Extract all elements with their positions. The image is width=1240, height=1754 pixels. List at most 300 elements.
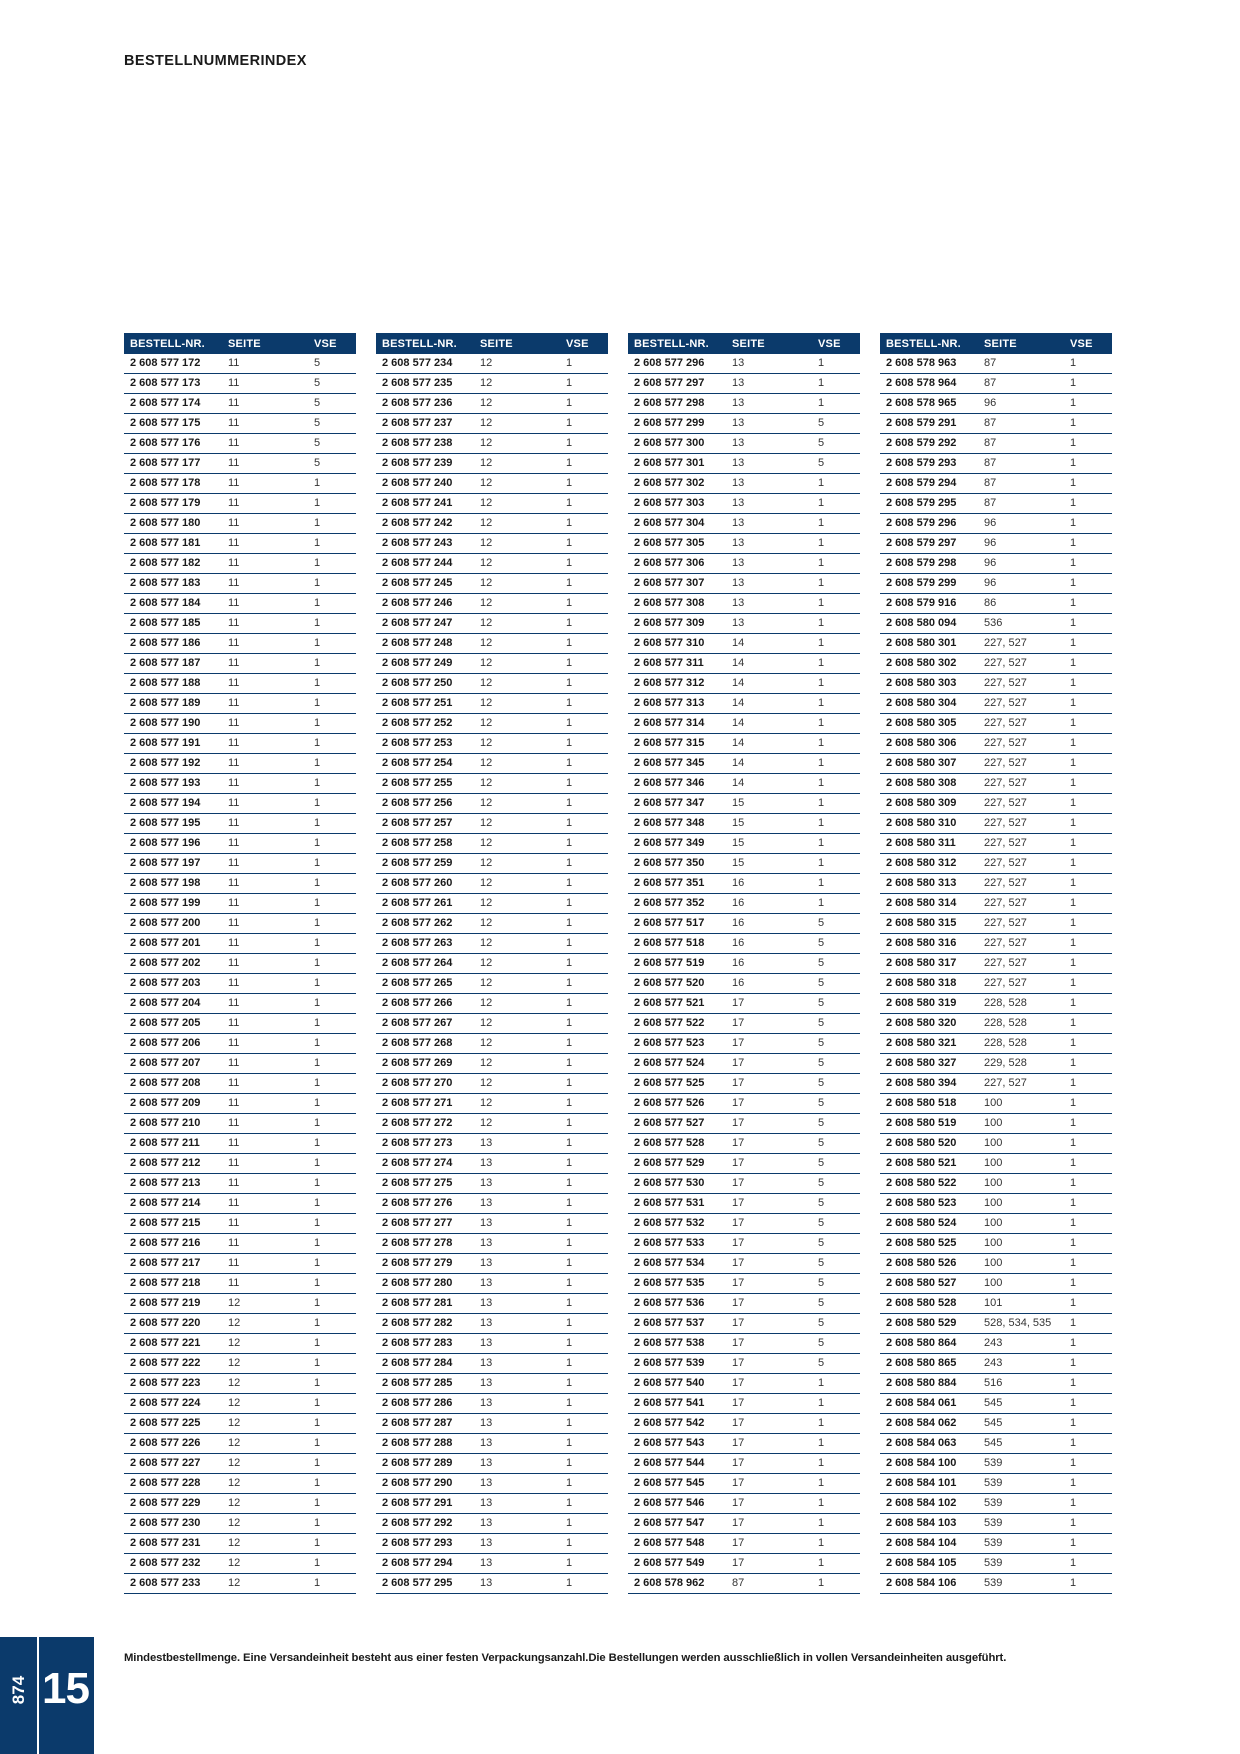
order-number-cell: 2 608 577 310: [628, 634, 726, 654]
table-row: [376, 434, 608, 454]
order-number-cell: 2 608 577 521: [628, 994, 726, 1014]
page-cell: 17: [726, 1534, 812, 1554]
order-number-cell: 2 608 577 536: [628, 1294, 726, 1314]
order-number-cell: 2 608 577 301: [628, 454, 726, 474]
order-number-cell: 2 608 577 277: [376, 1214, 474, 1234]
page-cell: 100: [978, 1254, 1064, 1274]
vse-cell: 5: [812, 1314, 860, 1334]
page-cell: 11: [222, 694, 308, 714]
order-number-cell: 2 608 577 222: [124, 1354, 222, 1374]
page-cell: 17: [726, 1134, 812, 1154]
table-row: [124, 834, 356, 854]
order-number-cell: 2 608 580 309: [880, 794, 978, 814]
order-number-cell: 2 608 577 315: [628, 734, 726, 754]
table-row: [628, 1514, 860, 1534]
page-cell: 11: [222, 894, 308, 914]
page-cell: 12: [222, 1354, 308, 1374]
page-cell: 96: [978, 554, 1064, 574]
order-number-cell: 2 608 580 315: [880, 914, 978, 934]
table-row: [376, 614, 608, 634]
header-page: SEITE: [474, 333, 560, 354]
table-row: [880, 1454, 1112, 1474]
page-cell: 227, 527: [978, 794, 1064, 814]
page-cell: 11: [222, 354, 308, 374]
order-number-cell: 2 608 577 205: [124, 1014, 222, 1034]
vse-cell: 1: [308, 1454, 356, 1474]
page-cell: 12: [474, 794, 560, 814]
page-cell: 11: [222, 594, 308, 614]
page-cell: 545: [978, 1414, 1064, 1434]
table-row: [628, 474, 860, 494]
table-row: [880, 1234, 1112, 1254]
vse-cell: 1: [812, 514, 860, 534]
table-row: [880, 1574, 1112, 1594]
order-number-cell: 2 608 580 314: [880, 894, 978, 914]
vse-cell: 1: [812, 1514, 860, 1534]
vse-cell: 1: [308, 594, 356, 614]
table-row: [880, 1534, 1112, 1554]
page-cell: 101: [978, 1294, 1064, 1314]
vse-cell: 1: [560, 374, 608, 394]
vse-cell: 1: [1064, 1054, 1112, 1074]
table-row: [880, 1394, 1112, 1414]
page-cell: 12: [474, 554, 560, 574]
page-cell: 11: [222, 754, 308, 774]
vse-cell: 1: [560, 1434, 608, 1454]
order-number-cell: 2 608 577 547: [628, 1514, 726, 1534]
page-cell: 11: [222, 634, 308, 654]
table-row: [124, 1174, 356, 1194]
page-cell: 12: [474, 374, 560, 394]
table-row: [376, 1274, 608, 1294]
index-table: [376, 333, 608, 1594]
table-row: [124, 1334, 356, 1354]
page-cell: 11: [222, 974, 308, 994]
page-cell: 11: [222, 1094, 308, 1114]
page-cell: 11: [222, 954, 308, 974]
vse-cell: 1: [308, 1034, 356, 1054]
page-cell: 539: [978, 1494, 1064, 1514]
vse-cell: 1: [1064, 1294, 1112, 1314]
table-row: [376, 594, 608, 614]
order-number-cell: 2 608 577 312: [628, 674, 726, 694]
vse-cell: 1: [308, 554, 356, 574]
table-row: [124, 634, 356, 654]
order-number-cell: 2 608 577 207: [124, 1054, 222, 1074]
table-row: [124, 1294, 356, 1314]
vse-cell: 5: [812, 1054, 860, 1074]
page-cell: 17: [726, 1454, 812, 1474]
table-row: [124, 954, 356, 974]
table-row: [376, 1234, 608, 1254]
vse-cell: 1: [560, 1354, 608, 1374]
header-page: SEITE: [726, 333, 812, 354]
table-row: [376, 1314, 608, 1334]
table-row: [376, 674, 608, 694]
header-vse: VSE: [560, 333, 608, 354]
order-number-cell: 2 608 577 539: [628, 1354, 726, 1374]
page-cell: 11: [222, 994, 308, 1014]
order-number-cell: 2 608 577 201: [124, 934, 222, 954]
vse-cell: 1: [1064, 1254, 1112, 1274]
order-number-cell: 2 608 577 196: [124, 834, 222, 854]
vse-cell: 1: [812, 714, 860, 734]
table-row: [880, 1514, 1112, 1534]
page-cell: 11: [222, 1114, 308, 1134]
page-cell: 17: [726, 1214, 812, 1234]
order-number-cell: 2 608 580 308: [880, 774, 978, 794]
table-row: [628, 454, 860, 474]
vse-cell: 1: [308, 794, 356, 814]
page-cell: 17: [726, 1074, 812, 1094]
page-cell: 12: [474, 1054, 560, 1074]
page-cell: 12: [474, 694, 560, 714]
order-number-cell: 2 608 577 233: [124, 1574, 222, 1594]
vse-cell: 1: [812, 1434, 860, 1454]
table-row: [628, 914, 860, 934]
vse-cell: 1: [1064, 434, 1112, 454]
table-row: [124, 474, 356, 494]
order-number-cell: 2 608 577 283: [376, 1334, 474, 1354]
order-number-cell: 2 608 577 348: [628, 814, 726, 834]
vse-cell: 1: [1064, 674, 1112, 694]
order-number-cell: 2 608 580 304: [880, 694, 978, 714]
order-number-cell: 2 608 577 224: [124, 1394, 222, 1414]
page-cell: 12: [474, 734, 560, 754]
page-cell: 12: [222, 1494, 308, 1514]
vse-cell: 1: [1064, 1494, 1112, 1514]
order-number-cell: 2 608 577 282: [376, 1314, 474, 1334]
order-number-cell: 2 608 577 293: [376, 1534, 474, 1554]
page-cell: 13: [726, 614, 812, 634]
vse-cell: 5: [812, 934, 860, 954]
table-row: [880, 1414, 1112, 1434]
page-cell: 17: [726, 1374, 812, 1394]
index-column-1: [124, 333, 356, 1594]
header-order-number: BESTELL-NR.: [628, 333, 726, 354]
table-row: [124, 974, 356, 994]
order-number-cell: 2 608 577 229: [124, 1494, 222, 1514]
index-column-3: [628, 333, 860, 1594]
page-cell: 11: [222, 1234, 308, 1254]
page-cell: 12: [474, 654, 560, 674]
page-cell: 13: [474, 1454, 560, 1474]
page-cell: 227, 527: [978, 934, 1064, 954]
table-row: [376, 1074, 608, 1094]
table-row: [376, 1414, 608, 1434]
table-row: [376, 1114, 608, 1134]
page-cell: 15: [726, 834, 812, 854]
vse-cell: 5: [812, 1294, 860, 1314]
page-cell: 539: [978, 1454, 1064, 1474]
page-cell: 100: [978, 1214, 1064, 1234]
table-row: [124, 494, 356, 514]
page-cell: 13: [474, 1394, 560, 1414]
page-cell: 14: [726, 674, 812, 694]
table-row: [880, 894, 1112, 914]
page-cell: 11: [222, 1154, 308, 1174]
vse-cell: 1: [1064, 1134, 1112, 1154]
order-number-cell: 2 608 577 288: [376, 1434, 474, 1454]
vse-cell: 1: [560, 1314, 608, 1334]
order-number-cell: 2 608 577 244: [376, 554, 474, 574]
vse-cell: 1: [560, 894, 608, 914]
vse-cell: 1: [308, 894, 356, 914]
order-number-cell: 2 608 577 265: [376, 974, 474, 994]
table-row: [628, 794, 860, 814]
order-number-cell: 2 608 577 309: [628, 614, 726, 634]
page-cell: 13: [726, 374, 812, 394]
page-cell: 12: [474, 1034, 560, 1054]
order-number-cell: 2 608 580 525: [880, 1234, 978, 1254]
page-cell: 12: [474, 1094, 560, 1114]
page-cell: 12: [474, 494, 560, 514]
table-row: [376, 1434, 608, 1454]
table-row: [124, 794, 356, 814]
vse-cell: 1: [308, 874, 356, 894]
table-row: [880, 874, 1112, 894]
page-cell: 228, 528: [978, 1034, 1064, 1054]
page-cell: 12: [222, 1574, 308, 1594]
order-number-cell: 2 608 577 255: [376, 774, 474, 794]
table-row: [880, 394, 1112, 414]
vse-cell: 1: [560, 454, 608, 474]
page-cell: 227, 527: [978, 634, 1064, 654]
page-cell: 12: [474, 354, 560, 374]
vse-cell: 1: [560, 1534, 608, 1554]
table-row: [124, 1134, 356, 1154]
order-number-cell: 2 608 577 530: [628, 1174, 726, 1194]
page-cell: 11: [222, 794, 308, 814]
vse-cell: 1: [308, 1394, 356, 1414]
table-row: [880, 1174, 1112, 1194]
order-number-cell: 2 608 577 179: [124, 494, 222, 514]
table-row: [376, 1394, 608, 1414]
table-row: [376, 914, 608, 934]
vse-cell: 5: [812, 414, 860, 434]
order-number-cell: 2 608 577 345: [628, 754, 726, 774]
order-number-cell: 2 608 577 252: [376, 714, 474, 734]
vse-cell: 5: [308, 454, 356, 474]
vse-cell: 1: [308, 1494, 356, 1514]
table-row: [880, 1134, 1112, 1154]
order-number-cell: 2 608 577 266: [376, 994, 474, 1014]
vse-cell: 1: [560, 1054, 608, 1074]
page-cell: 11: [222, 854, 308, 874]
order-number-cell: 2 608 577 228: [124, 1474, 222, 1494]
order-number-cell: 2 608 577 246: [376, 594, 474, 614]
vse-cell: 5: [812, 1154, 860, 1174]
page-cell: 227, 527: [978, 774, 1064, 794]
vse-cell: 1: [812, 1574, 860, 1594]
table-row: [376, 554, 608, 574]
page-cell: 539: [978, 1474, 1064, 1494]
page-cell: 243: [978, 1334, 1064, 1354]
table-row: [628, 1454, 860, 1474]
page-cell: 13: [474, 1374, 560, 1394]
table-row: [880, 994, 1112, 1014]
page-cell: 227, 527: [978, 974, 1064, 994]
page-cell: 227, 527: [978, 954, 1064, 974]
order-number-cell: 2 608 580 318: [880, 974, 978, 994]
vse-cell: 1: [1064, 554, 1112, 574]
order-number-cell: 2 608 577 267: [376, 1014, 474, 1034]
vse-cell: 1: [308, 514, 356, 534]
page-cell: 15: [726, 854, 812, 874]
order-number-cell: 2 608 577 279: [376, 1254, 474, 1274]
page-cell: 227, 527: [978, 914, 1064, 934]
order-number-cell: 2 608 580 312: [880, 854, 978, 874]
table-row: [628, 1334, 860, 1354]
vse-cell: 1: [1064, 1234, 1112, 1254]
order-number-cell: 2 608 580 524: [880, 1214, 978, 1234]
table-row: [880, 1054, 1112, 1074]
vse-cell: 1: [308, 1174, 356, 1194]
order-number-cell: 2 608 577 189: [124, 694, 222, 714]
vse-cell: 5: [812, 994, 860, 1014]
table-row: [124, 1494, 356, 1514]
table-row: [124, 994, 356, 1014]
table-row: [376, 694, 608, 714]
order-number-cell: 2 608 577 230: [124, 1514, 222, 1534]
vse-cell: 1: [560, 1554, 608, 1574]
page-cell: 87: [978, 494, 1064, 514]
order-number-cell: 2 608 577 313: [628, 694, 726, 714]
page-cell: 227, 527: [978, 834, 1064, 854]
table-row: [880, 914, 1112, 934]
page-cell: 13: [474, 1514, 560, 1534]
vse-cell: 1: [812, 794, 860, 814]
order-number-cell: 2 608 577 192: [124, 754, 222, 774]
table-row: [124, 1554, 356, 1574]
table-row: [628, 1494, 860, 1514]
order-number-cell: 2 608 577 182: [124, 554, 222, 574]
vse-cell: 5: [812, 914, 860, 934]
order-number-cell: 2 608 577 215: [124, 1214, 222, 1234]
page-cell: 87: [978, 474, 1064, 494]
table-row: [124, 914, 356, 934]
table-row: [880, 454, 1112, 474]
table-row: [628, 534, 860, 554]
vse-cell: 1: [560, 414, 608, 434]
page-cell: 228, 528: [978, 1014, 1064, 1034]
table-row: [880, 1354, 1112, 1374]
page-cell: 17: [726, 1154, 812, 1174]
table-row: [124, 514, 356, 534]
vse-cell: 1: [560, 994, 608, 1014]
page-cell: 17: [726, 1174, 812, 1194]
table-row: [880, 694, 1112, 714]
header-vse: VSE: [812, 333, 860, 354]
vse-cell: 5: [812, 1094, 860, 1114]
vse-cell: 1: [1064, 834, 1112, 854]
page-cell: 13: [474, 1254, 560, 1274]
vse-cell: 1: [812, 694, 860, 714]
page-cell: 17: [726, 1274, 812, 1294]
order-number-cell: 2 608 580 311: [880, 834, 978, 854]
order-number-cell: 2 608 577 543: [628, 1434, 726, 1454]
page-cell: 17: [726, 1054, 812, 1074]
table-row: [124, 714, 356, 734]
vse-cell: 1: [812, 654, 860, 674]
order-number-cell: 2 608 577 191: [124, 734, 222, 754]
order-number-cell: 2 608 580 519: [880, 1114, 978, 1134]
order-number-cell: 2 608 577 528: [628, 1134, 726, 1154]
table-row: [376, 374, 608, 394]
page-cell: 12: [474, 434, 560, 454]
order-number-cell: 2 608 577 295: [376, 1574, 474, 1594]
table-row: [880, 1474, 1112, 1494]
table-row: [124, 434, 356, 454]
table-row: [124, 1254, 356, 1274]
page-cell: 12: [222, 1314, 308, 1334]
table-row: [628, 1414, 860, 1434]
vse-cell: 1: [1064, 594, 1112, 614]
vse-cell: 1: [1064, 454, 1112, 474]
vse-cell: 1: [560, 594, 608, 614]
page-cell: 12: [474, 574, 560, 594]
vse-cell: 1: [560, 1074, 608, 1094]
page-cell: 11: [222, 714, 308, 734]
vse-cell: 1: [1064, 1194, 1112, 1214]
page-cell: 539: [978, 1574, 1064, 1594]
vse-cell: 1: [1064, 1214, 1112, 1234]
order-number-cell: 2 608 577 214: [124, 1194, 222, 1214]
vse-cell: 1: [560, 654, 608, 674]
page-cell: 11: [222, 654, 308, 674]
vse-cell: 1: [308, 1414, 356, 1434]
page-cell: 87: [978, 354, 1064, 374]
vse-cell: 1: [560, 1234, 608, 1254]
page-cell: 227, 527: [978, 894, 1064, 914]
vse-cell: 1: [1064, 1014, 1112, 1034]
vse-cell: 1: [1064, 534, 1112, 554]
page-cell: 11: [222, 1074, 308, 1094]
table-row: [880, 614, 1112, 634]
vse-cell: 1: [1064, 814, 1112, 834]
table-row: [124, 1374, 356, 1394]
order-number-cell: 2 608 584 100: [880, 1454, 978, 1474]
table-row: [880, 1114, 1112, 1134]
vse-cell: 1: [560, 1154, 608, 1174]
vse-cell: 5: [812, 1014, 860, 1034]
vse-cell: 1: [560, 1254, 608, 1274]
page-cell: 12: [474, 914, 560, 934]
vse-cell: 5: [812, 1174, 860, 1194]
order-number-cell: 2 608 579 296: [880, 514, 978, 534]
table-row: [628, 754, 860, 774]
page-cell: 11: [222, 454, 308, 474]
vse-cell: 5: [812, 434, 860, 454]
vse-cell: 1: [308, 994, 356, 1014]
table-row: [628, 994, 860, 1014]
table-row: [376, 1534, 608, 1554]
table-row: [628, 494, 860, 514]
page-cell: 13: [726, 434, 812, 454]
vse-cell: 1: [1064, 414, 1112, 434]
page-cell: 227, 527: [978, 874, 1064, 894]
table-row: [880, 954, 1112, 974]
page-cell: 13: [474, 1494, 560, 1514]
page-cell: 96: [978, 514, 1064, 534]
vse-cell: 1: [812, 474, 860, 494]
table-row: [376, 1294, 608, 1314]
vse-cell: 1: [1064, 1394, 1112, 1414]
order-number-cell: 2 608 584 104: [880, 1534, 978, 1554]
order-number-cell: 2 608 577 286: [376, 1394, 474, 1414]
page-cell: 12: [474, 514, 560, 534]
vse-cell: 1: [560, 1474, 608, 1494]
